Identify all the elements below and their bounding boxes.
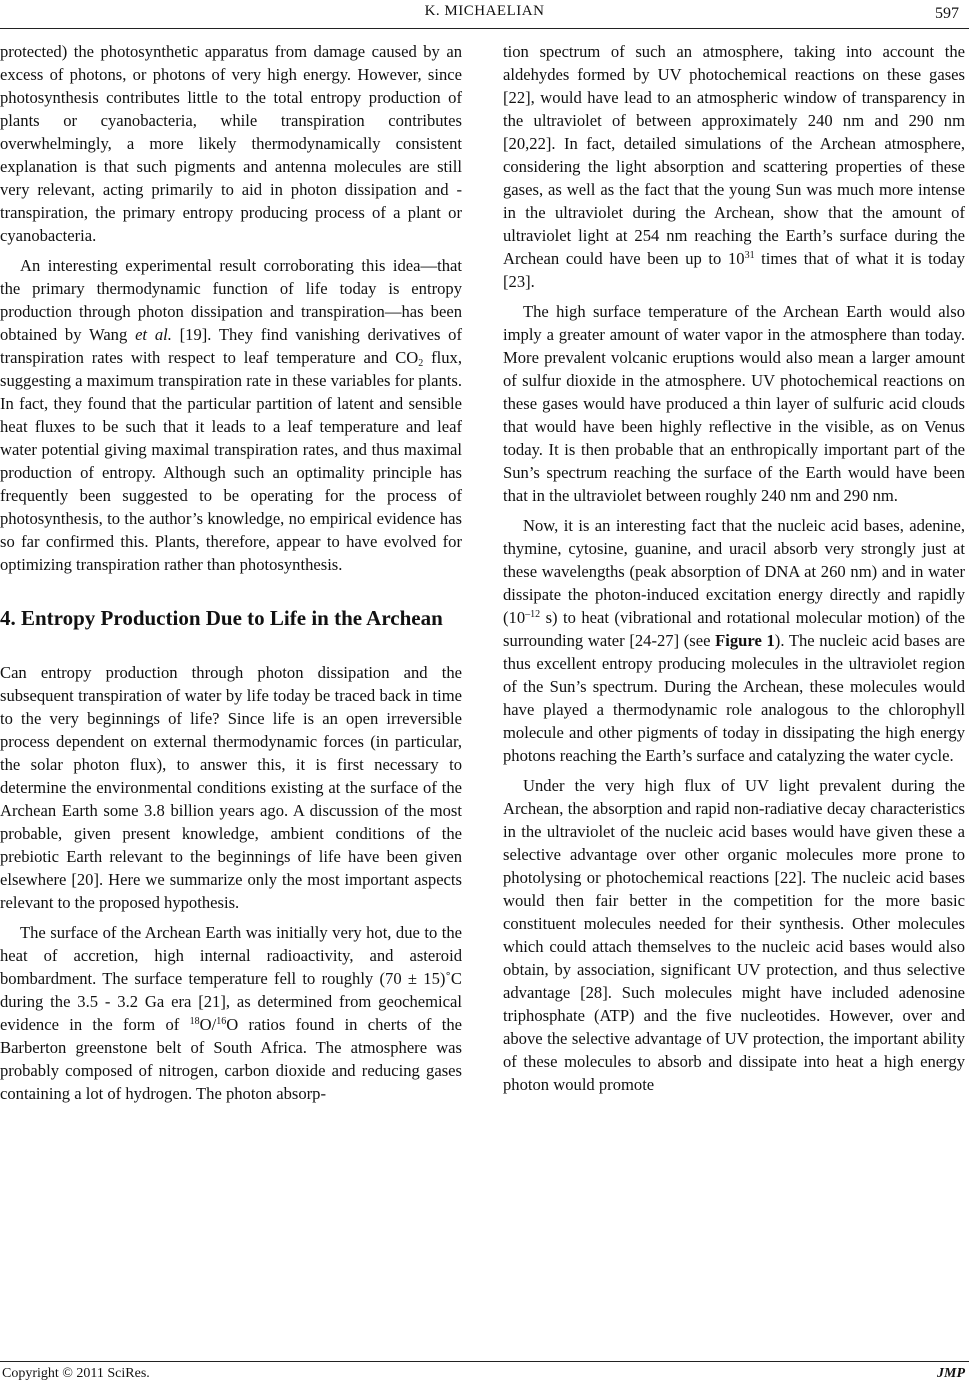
subscript: 2 — [418, 358, 424, 369]
paragraph: An interesting experimental result corroborating this idea—that the primary thermodynamic function of life today is entropy production through photon dissipation and transpiration—has been obtained by Wang et al. [19]. They find vanishing derivatives of transpiration rates with respect to leaf temperature and $CO_2$ flux, suggesting a maximum transpiration rate in these variables for plants. In fact, they found that the particular partition of latent and sensible heat fluxes to be such that it leads to a leaf temperature and leaf water potential giving maximal transpiration rates, and thus maximal production of entropy. Although such an optimality principle has frequently been suggested to be operating for the process of photosynthesis, to the author’s knowledge, no empirical evidence has so far confirmed this. Plants, therefore, appear to have evolved for optimizing transpiration rather than photosynthesis. — [0, 256, 462, 574]
page-number: 597 — [935, 5, 959, 22]
header-rule — [0, 28, 969, 29]
footer-rule — [0, 1361, 969, 1362]
paragraph: Under the very high flux of UV light prevalent during the Archean, the absorption and rapid non-radiative decay characteristics in the ultraviolet of the nucleic acid bases would have given these a selective advantage over other organic molecules more prone to photolysing or photochemical reactions [22]. The nucleic acid bases would then fair better in the competition for the more basic constituent molecules needed for their synthesis. Other molecules which could attach themselves to the nucleic acid bases would also obtain, by association, significant UV protection, and thus selective advantage [28]. Such molecules might have included adenosine triphosphate (ATP) and the five nucleotides. However, over and above the selective advantage of UV protection, the important ability of these molecules to absorb and dissipate into heat a high energy photon would promote — [503, 776, 965, 1094]
superscript: –12 — [525, 609, 541, 620]
superscript: 16 — [216, 1016, 227, 1027]
page-header — [0, 2, 969, 28]
figure-reference-link[interactable]: Figure 1 — [715, 631, 775, 650]
paragraph: The high surface temperature of the Archean Earth would also imply a greater amount of water vapor in the atmosphere than today. More prevalent volcanic eruptions would also mean a larger amount of sulfur dioxide in the atmosphere. UV photochemical reactions on these gases would have produced a thin layer of sulfuric acid clouds that would have been highly reflective in the visible, as on Venus today. It is then probable that an enthropically important part of the Sun’s spectrum reaching the surface of the Earth would have been that in the ultraviolet between roughly 240 nm and 290 nm. — [503, 302, 965, 505]
copyright-notice: Copyright © 2011 SciRes. — [2, 1366, 150, 1381]
running-head-author: K. MICHAELIAN — [424, 3, 545, 19]
paragraph: Can entropy production through photon dissipation and the subsequent transpiration of water by life today be traced back in time to the very beginnings of life? Since life is an open irreversible process dependent on external thermodynamic forces (in particular, the solar photon flux), to answer this, it is first necessary to determine the environmental conditions existing at the surface of the Archean Earth some 3.8 billion years ago. A discussion of the most probable, given present knowledge, ambient conditions of the prebiotic Earth relevant to the beginnings of life have been given elsewhere [20]. Here we summarize only the most important aspects relevant to the proposed hypothesis. — [0, 663, 462, 912]
superscript: 31 — [744, 250, 755, 261]
paragraph: The surface of the Archean Earth was initially very hot, due to the heat of accretion, high internal radioactivity, and asteroid bombardment. The surface temperature fell to roughly (70 ± 15)˚C during the 3.5 - 3.2 Ga era [21], as determined from geochemical evidence in the form of $^{18}$O/$^{16}$O ratios found in cherts of the Barberton greenstone belt of South Africa. The atmosphere was probably composed of nitrogen, carbon dioxide and reducing gases containing a lot of hydrogen. The photon absorp- — [0, 923, 463, 1103]
left-column — [0, 40, 462, 1112]
citation-etal: et al. — [135, 325, 172, 344]
section-heading: 4. Entropy Production Due to Life in the Archean — [0, 606, 443, 630]
journal-abbreviation: JMP — [937, 1366, 965, 1381]
right-column — [503, 40, 965, 1103]
superscript: 18 — [189, 1016, 200, 1027]
paragraph: protected) the photosynthetic apparatus from damage caused by an excess of photons, or photons of very high energy. However, since photosynthesis contributes little to the total entropy production of plants or cyanobacteria, while transpiration contributes overwhelmingly, a more likely thermodynamically consistent explanation is that such pigments and antenna molecules are still very relevant, acting primarily to aid in photon dissipation and - transpiration, the primary entropy producing process of a plant or cyanobacteria. — [0, 42, 462, 245]
paragraph: tion spectrum of such an atmosphere, taking into account the aldehydes formed by UV photochemical reactions on these gases [22], would have lead to an atmospheric window of transparency in the ultraviolet of between approximately 240 nm and 290 nm [20,22]. In fact, detailed simulations of the Archean atmosphere, considering the light absorption and scattering properties of these gases, as well as the fact that the young Sun was much more intense in the ultraviolet during the Archean, show that the amount of ultraviolet light at 254 nm reaching the Earth’s surface during the Archean could have been up to $10^{31}$ times that of what it is today [23]. — [503, 42, 965, 291]
page-footer — [0, 1366, 969, 1386]
paragraph: Now, it is an interesting fact that the nucleic acid bases, adenine, thymine, cytosine, guanine, and uracil absorb very strongly just at these wavelengths (peak absorption of DNA at 260 nm) and in water dissipate the photon-induced excitation energy directly and rapidly ($10^{-12}$ s) to heat (vibrational and rotational molecular motion) of the surrounding water [24-27] (see Figure 1). The nucleic acid bases are thus excellent entropy producing molecules in the ultraviolet region of the Sun’s spectrum. During the Archean, these molecules would have played a thermodynamic role analogous to the chlorophyll molecule and other pigments of today in dissipating the high energy photons reaching the Earth’s surface and catalyzing the water cycle. — [503, 516, 965, 765]
